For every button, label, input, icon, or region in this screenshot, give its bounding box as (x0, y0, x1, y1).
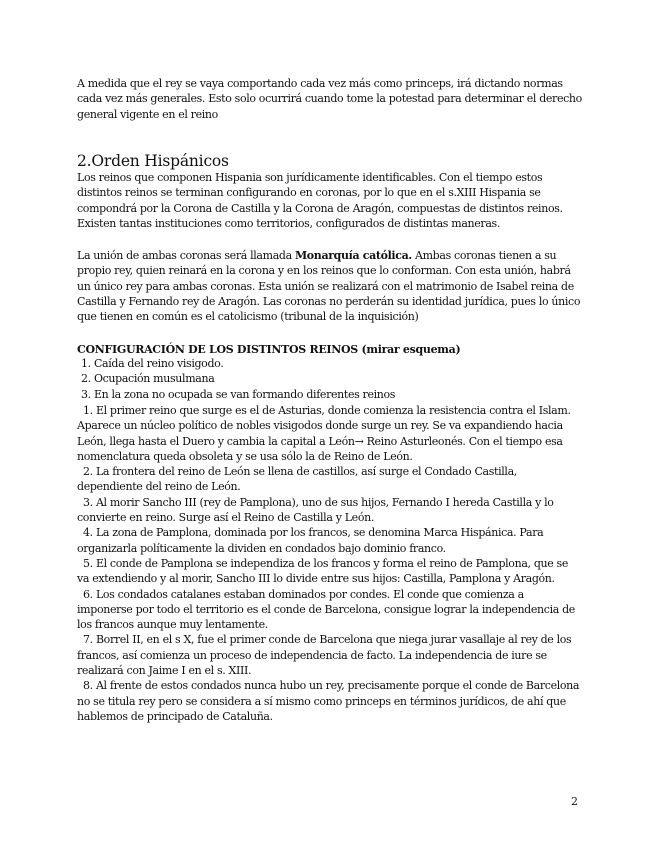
page-number: 2 (571, 795, 578, 808)
hispania-paragraph: Los reinos que componen Hispania son jurídicamente identificables. Con el tiempo estos distintos reinos se terminan configurando en coronas, por lo que en el s.XIII Hispania se compondrá por la Corona de Castilla y la Corona de Aragón, compuestas de distintos reinos. Existen tantas instituciones como territorios, configurados de distintas maneras. (77, 171, 563, 230)
list-item: 2. Ocupación musulmana (81, 372, 215, 386)
monarquia-catolica-term: Monarquía católica. (294, 249, 412, 262)
monarquia-paragraph (77, 248, 582, 324)
list-item: 4. La zona de Pamplona, dominada por los francos, se denomina Marca Hispánica. Para organizarla políticamente la dividen en condados bajo dominio franco. (77, 526, 544, 555)
monarquia-text-after: Ambas coronas tienen a su propio rey, quien reinará en la corona y en los reinos que lo conforman. Con esta unión, habrá un único rey para ambas coronas. Esta unión se realizará con el matrimonio de Isabel reina de Castilla y Fernando rey de Aragón. Las coronas no perderán su identidad jurídica, pues lo único que tienen en común es el catolicismo (tribunal de la inquisición) (77, 249, 581, 324)
list-item: 5. El conde de Pamplona se independiza de los francos y forma el reino de Pamplona, que se va extendiendo y al morir, Sancho III lo divide entre sus hijos: Castilla, Pamplona y Aragón. (77, 556, 569, 586)
section-heading: 2.Orden Hispánicos (77, 152, 229, 170)
top-level-list (77, 356, 582, 402)
list-item: 3. Al morir Sancho III (rey de Pamplona), uno de sus hijos, Fernando I hereda Castilla y lo convierte en reino. Surge así el Reino de Castilla y León. (77, 495, 554, 525)
list-item: 1. Caída del reino visigodo. (81, 357, 224, 370)
list-item: 3. En la zona no ocupada se van formando diferentes reinos (81, 387, 396, 401)
configuration-subheading: CONFIGURACIÓN DE LOS DISTINTOS REINOS (mirar esquema) (77, 343, 461, 356)
intro-paragraph: A medida que el rey se vaya comportando cada vez más como princeps, irá dictando normas cada vez más generales. Esto solo ocurrirá cuando tome la potestad para determinar el derecho general vigente en el reino (77, 77, 582, 121)
list-item: 7. Borrel II, en el s X, fue el primer conde de Barcelona que niega jurar vasallaje al rey de los francos, así comienza un proceso de independencia de facto. La independencia de iure se realizará con Jaime I en el s. XIII. (77, 633, 572, 678)
monarquia-text-before: La unión de ambas coronas será llamada (77, 249, 295, 262)
list-item: 1. El primer reino que surge es el de Asturias, donde comienza la resistencia contra el Islam. Aparece un núcleo político de nobles visigodos donde surge un rey. Se va expandiendo hacia León, llega hasta el Duero y cambia la capital a León→ Reino Asturleonés. Con el tiempo esa nomenclatura queda obsoleta y se usa sólo la de Reino de León. (77, 404, 571, 463)
list-item: 8. Al frente de estos condados nunca hubo un rey, precisamente porque el conde de Barcelona no se titula rey pero se considera a sí mismo como princeps en términos jurídicos, de ahí que hablemos de principado de Cataluña. (77, 679, 580, 723)
kingdoms-sublist (77, 403, 582, 724)
list-item: 2. La frontera del reino de León se llena de castillos, así surge el Condado Castilla, dependiente del reino de León. (77, 465, 517, 494)
list-item: 6. Los condados catalanes estaban dominados por condes. El conde que comienza a imponerse por todo el territorio es el conde de Barcelona, consigue lograr la independencia de los francos aunque muy lentamente. (77, 587, 575, 632)
